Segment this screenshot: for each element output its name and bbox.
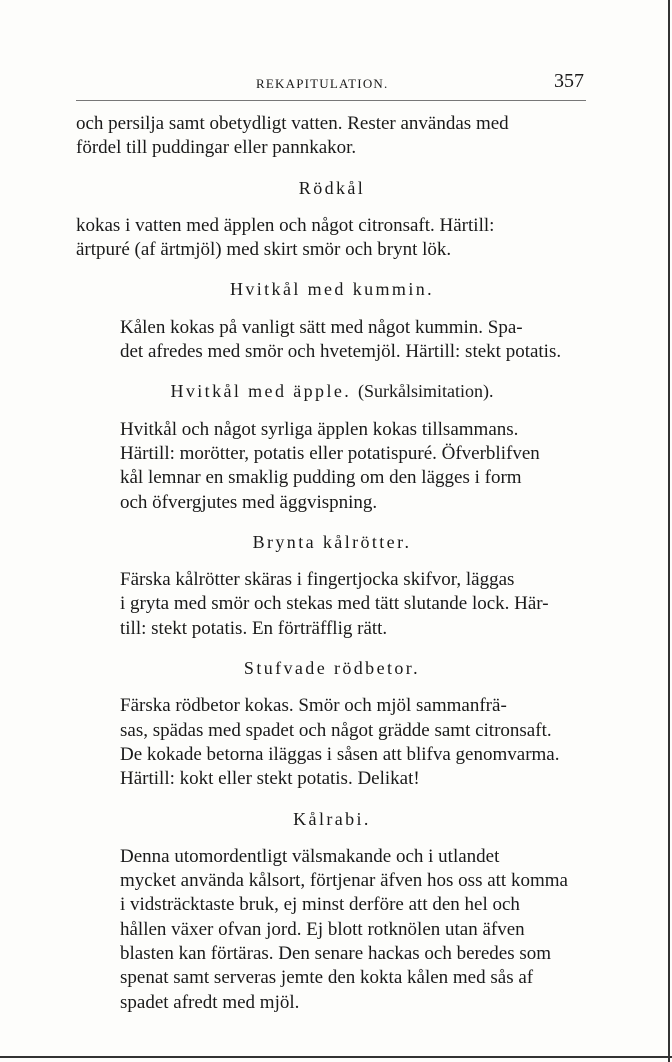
text-line: Härtill: morötter, potatis eller potatispuré. Öfverblifven: [120, 442, 540, 464]
text-line: hållen växer ofvan jord. Ej blott rotknölen utan äfven: [120, 918, 525, 940]
heading-kalrabi: Kålrabi.: [293, 808, 371, 829]
heading-hvitkal-apple: [76, 379, 588, 403]
text-line: De kokade betorna iläggas i såsen att blifva genomvarma.: [120, 743, 560, 765]
text-line: spadet afredt med mjöl.: [120, 991, 300, 1013]
text-line: ärtpuré (af ärtmjöl) med skirt smör och brynt lök.: [76, 239, 452, 261]
text-line: Härtill: kokt eller stekt potatis. Delikat!: [120, 768, 420, 790]
heading-rodkal: Rödkål: [298, 177, 366, 198]
text-line: Färska kålrötter skäras i fingertjocka skifvor, läggas: [120, 569, 515, 591]
heading-brynta-kalrotter: Brynta kålrötter.: [252, 531, 412, 552]
text-line: fördel till puddingar eller pannkakor.: [76, 137, 357, 159]
text-line: Kålen kokas på vanligt sätt med något kummin. Spa-: [120, 316, 523, 338]
text-line: det afredes med smör och hvetemjöl. Härtill: stekt potatis.: [120, 341, 562, 363]
text-line: Hvitkål och något syrliga äpplen kokas tillsammans.: [120, 418, 519, 440]
text-line: kål lemnar en smaklig pudding om den lägges i form: [120, 467, 522, 489]
heading-main: Hvitkål med äpple.: [170, 381, 352, 402]
paragraph-kalrabi: [76, 845, 588, 1015]
paragraph-intro: [76, 112, 588, 161]
paragraph-brynta-kalrotter: [76, 568, 588, 641]
text-line: och persilja samt obetydligt vatten. Rester användas med: [76, 113, 509, 134]
body-text: [76, 112, 588, 1015]
text-line: sas, spädas med spadet och något grädde samt citronsaft.: [120, 719, 552, 741]
text-line: i vidsträcktaste bruk, ej minst derföre att den hel och: [120, 894, 520, 916]
heading-subtitle: (Surkålsimitation).: [358, 381, 494, 402]
text-line: Denna utomordentligt välsmakande och i utlandet: [120, 845, 500, 867]
text-line: och öfvergjutes med äggvispning.: [120, 491, 378, 513]
paragraph-hvitkal-kummin: [76, 316, 588, 365]
heading-stufvade-rodbetor: Stufvade rödbetor.: [243, 658, 421, 679]
page-header: [76, 70, 586, 96]
paragraph-stufvade-rodbetor: [76, 694, 588, 791]
text-line: till: stekt potatis. En förträfflig rätt.: [120, 617, 388, 639]
text-line: spenat samt serveras jemte den kokta kålen med sås af: [120, 967, 534, 989]
text-line: mycket använda kålsort, förtjenar äfven hos oss att komma: [120, 870, 568, 892]
page-number: 357: [554, 70, 584, 92]
paragraph-hvitkal-apple: [76, 418, 588, 515]
scan-border-right: [668, 0, 670, 1062]
running-head: REKAPITULATION.: [256, 76, 389, 91]
text-line: Färska rödbetor kokas. Smör och mjöl sammanfrä-: [120, 695, 507, 717]
paragraph-rodkal: [76, 214, 588, 263]
text-line: i gryta med smör och stekas med tätt slutande lock. Här-: [120, 593, 549, 615]
text-line: kokas i vatten med äpplen och något citronsaft. Härtill:: [76, 214, 495, 236]
heading-hvitkal-kummin: Hvitkål med kummin.: [229, 279, 435, 300]
text-line: blasten kan förtäras. Den senare hackas och beredes som: [120, 943, 552, 965]
header-rule: [76, 100, 586, 101]
scan-border-bottom: [0, 1056, 672, 1058]
